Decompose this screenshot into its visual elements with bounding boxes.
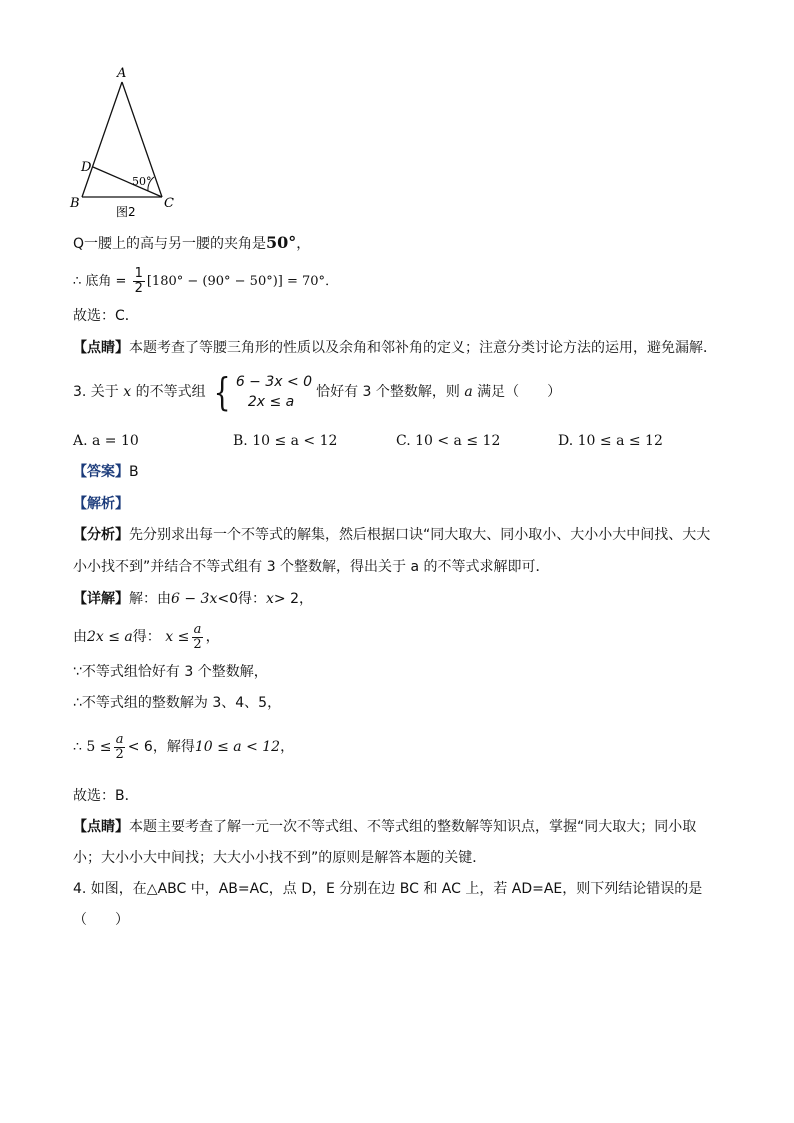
text: Q一腰上的高与另一腰的夹角是	[73, 236, 267, 252]
detail-line-2	[73, 620, 220, 654]
var-a: a	[464, 384, 473, 400]
expression: 6 − 3x	[171, 591, 218, 607]
denominator: 2	[115, 746, 124, 762]
text: 满足（ ）	[477, 384, 562, 400]
tag-dianjing: 【点睛】	[73, 340, 129, 356]
fraction-half	[133, 267, 145, 296]
tag-dianjing: 【点睛】	[73, 819, 129, 835]
text: ，	[280, 739, 295, 755]
tag-jiexi: 【解析】	[73, 496, 129, 512]
numerator: a	[115, 731, 124, 747]
denominator: 2	[193, 636, 202, 652]
text: <0得：	[217, 591, 266, 607]
numerator: 1	[134, 266, 143, 281]
denominator: 2	[134, 281, 143, 296]
answer-line	[73, 462, 139, 482]
tag-detail: 【详解】	[73, 591, 129, 607]
text: ∴ 底角 =	[73, 274, 127, 289]
var-x: x	[265, 591, 274, 607]
text: 本题考查了等腰三角形的性质以及余角和邻补角的定义；注意分类讨论方法的运用，避免漏解．	[129, 340, 717, 356]
option-d: D. 10 ≤ a ≤ 12	[558, 433, 663, 449]
inequality-2: 2x ≤ a	[247, 394, 295, 410]
text: ．	[325, 274, 339, 289]
fraction-a-over-2	[113, 733, 125, 762]
answer-value: B	[129, 464, 139, 480]
triangle-figure	[66, 64, 196, 224]
expression: 2x ≤ a	[87, 629, 133, 645]
expression: < 6	[127, 739, 153, 755]
text: 由	[73, 629, 87, 645]
detail-line-4: ∴不等式组的整数解为 3、4、5，	[73, 695, 282, 711]
text: 3. 关于	[73, 384, 119, 400]
result: > 2	[273, 591, 299, 607]
angle-label: 50°	[132, 175, 152, 188]
label-a: A	[117, 66, 127, 81]
analysis-line-2: 小小找不到”并结合不等式组有 3 个整数解，得出关于 a 的不等式求解即可．	[73, 559, 550, 575]
text: ，	[205, 629, 220, 645]
text: 的不等式组	[135, 384, 206, 400]
formula: [180° − (90° − 50°)] = 70°	[146, 274, 326, 289]
option-c: C. 10 < a ≤ 12	[396, 433, 501, 449]
figure-caption: 图2	[116, 205, 136, 219]
inequality-system	[210, 372, 312, 412]
text: 先分别求出每一个不等式的解集，然后根据口诀“同大取大、同小取小、大小小大中间找、大大	[129, 527, 711, 543]
text: ，解得	[152, 739, 195, 755]
angle-value: 50°	[266, 233, 297, 252]
brace-icon: {	[213, 370, 231, 414]
text: 恰好有 3 个整数解，则	[316, 384, 460, 400]
line-choice-c: 故选：C．	[73, 308, 139, 324]
tag-analysis: 【分析】	[73, 527, 129, 543]
triangle-diagram	[66, 64, 196, 224]
detail-line-5	[73, 730, 294, 764]
question-4-line-2: （ ）	[73, 912, 129, 928]
line-point-1	[73, 338, 717, 358]
segment-cd	[93, 167, 162, 197]
text: 解：由	[129, 591, 171, 607]
inequality-1: 6 − 3x < 0	[235, 374, 313, 390]
point-line-1	[73, 817, 696, 837]
expression: x ≤	[165, 629, 190, 645]
line-height-angle	[73, 233, 310, 254]
text: ，	[296, 236, 311, 252]
result: 10 ≤ a < 12	[194, 739, 281, 755]
line-base-angle	[73, 267, 338, 296]
option-a: A. a = 10	[73, 433, 139, 449]
fraction-a-over-2	[191, 623, 203, 652]
detail-line-3: ∵不等式组恰好有 3 个整数解，	[73, 664, 268, 680]
detail-line-6: 故选：B．	[73, 788, 139, 804]
option-b: B. 10 ≤ a < 12	[233, 433, 338, 449]
numerator: a	[193, 621, 202, 637]
var-x: x	[123, 384, 132, 400]
expression: ∴ 5 ≤	[73, 739, 112, 755]
question-3	[73, 370, 561, 414]
text: 本题主要考查了解一元一次不等式组、不等式组的整数解等知识点，掌握“同大取大；同小取	[129, 819, 697, 835]
point-line-2: 小；大小小大中间找；大大小小找不到”的原则是解答本题的关键．	[73, 850, 487, 866]
analysis-line-1	[73, 525, 710, 545]
tag-answer: 【答案】	[73, 464, 129, 480]
side-ab	[82, 82, 122, 197]
detail-line-1	[73, 589, 313, 609]
question-4-line-1: 4. 如图，在△ABC 中，AB=AC，点 D，E 分别在边 BC 和 AC 上，若 AD=AE，则下列结论错误的是	[73, 881, 703, 897]
label-b: B	[70, 196, 80, 211]
label-d: D	[81, 160, 92, 175]
text: ，	[298, 591, 313, 607]
label-c: C	[164, 196, 174, 211]
text: 得：	[132, 629, 161, 645]
